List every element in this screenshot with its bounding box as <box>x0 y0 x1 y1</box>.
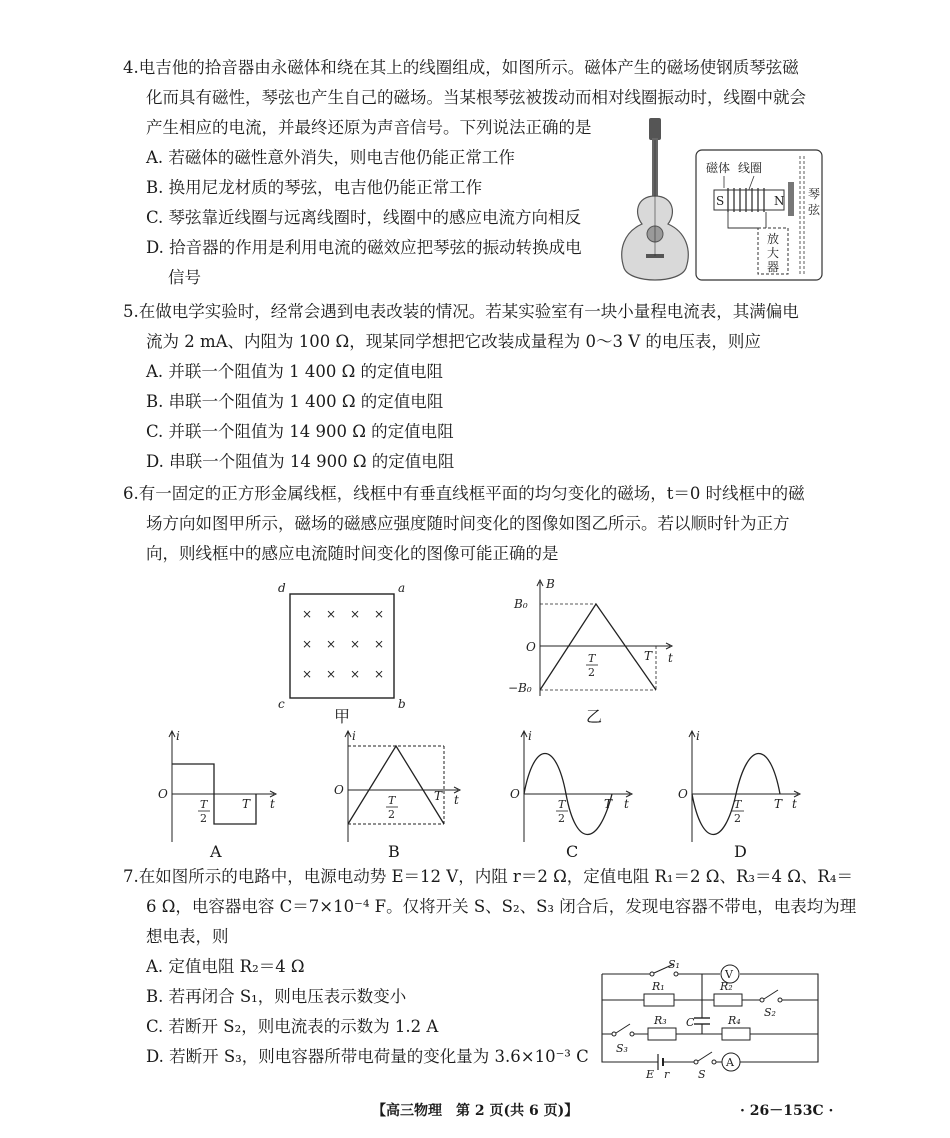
amp-char-3: 器 <box>767 260 780 274</box>
q7-stem-line-2: 6 Ω，电容器电容 C＝7×10⁻⁴ F。仅将开关 S、S₂、S₃ 闭合后，发现电容器不带电，电表均为理 <box>146 897 857 916</box>
q5-option-d: D. 串联一个阻值为 14 900 Ω 的定值电阻 <box>146 452 455 471</box>
amp-char-1: 放 <box>767 232 780 246</box>
capacitor-label: C <box>686 1016 695 1029</box>
q6-stem-line-1: 6.有一固定的正方形金属线框，线框中有垂直线框平面的均匀变化的磁场，t＝0 时线框中的磁 <box>123 484 805 503</box>
q7-stem-line-1: 7.在如图所示的电路中，电源电动势 E＝12 V，内阻 r＝2 Ω，定值电阻 R₁＝2 Ω、R₃＝4 Ω、R₄＝ <box>123 867 853 886</box>
s1-label: S₁ <box>668 958 680 971</box>
guitar-illustration <box>622 118 689 280</box>
graph-a-half-num: T <box>200 798 208 811</box>
field-crosses <box>302 607 384 681</box>
q4-stem-line-2: 化而具有磁性，琴弦也产生自己的磁场。当某根琴弦被拨动而相对线圈振动时，线圈中就会 <box>146 88 806 107</box>
graph-c-label: C <box>566 842 579 861</box>
s2-label: S₂ <box>764 1006 776 1019</box>
r4-resistor <box>722 1028 750 1040</box>
q4-option-a: A. 若磁体的磁性意外消失，则电吉他仍能正常工作 <box>146 148 515 167</box>
yi-t: t <box>668 651 673 665</box>
graph-d-t: t <box>792 797 797 811</box>
q4-stem-line-1: 4.电吉他的拾音器由永磁体和绕在其上的线圈组成，如图所示。磁体产生的磁场使钢质琴弦磁 <box>123 58 799 77</box>
field-cross-mark: × <box>326 637 337 651</box>
graph-b-half-num: T <box>388 794 396 807</box>
graph-b-half-den: 2 <box>388 808 395 821</box>
graph-a-label: A <box>210 842 222 861</box>
graph-d-half-num: T <box>734 798 742 811</box>
graph-b-t: t <box>454 793 459 807</box>
q4-option-c: C. 琴弦靠近线圈与远离线圈时，线圈中的感应电流方向相反 <box>146 208 582 227</box>
graph-a-half-den: 2 <box>200 812 207 825</box>
voltmeter-label: V <box>725 968 733 981</box>
corner-a: a <box>398 581 406 595</box>
s3-label: S₃ <box>616 1042 628 1055</box>
pole-n: N <box>774 194 785 208</box>
field-cross-mark: × <box>326 667 337 681</box>
graph-c-t: t <box>624 797 629 811</box>
graph-b <box>322 728 472 846</box>
q4-option-d: D. 拾音器的作用是利用电流的磁效应把琴弦的振动转换成电 <box>146 238 582 257</box>
q7-circuit-diagram <box>592 958 828 1082</box>
emf-label: E <box>646 1068 655 1081</box>
ammeter-label: A <box>726 1056 734 1069</box>
footer-code: · 26－153C · <box>740 1103 834 1119</box>
s-label: S <box>698 1068 706 1081</box>
r2-resistor <box>714 994 742 1006</box>
q6-stem-line-2: 场方向如图甲所示，磁场的磁感应强度随时间变化的图像如图乙所示。若以顺时针为正方 <box>146 514 790 533</box>
field-cross-mark: × <box>302 637 313 651</box>
yi-half-num: T <box>588 652 596 665</box>
field-cross-mark: × <box>374 637 385 651</box>
graph-b-label: B <box>388 842 400 861</box>
q5-stem-line-1: 5.在做电学实验时，经常会遇到电表改装的情况。若某实验室有一块小量程电流表，其满偏电 <box>123 302 799 321</box>
graph-c-half-num: T <box>558 798 566 811</box>
field-cross-mark: × <box>350 607 361 621</box>
r4-label: R₄ <box>728 1014 741 1027</box>
q5-option-b: B. 串联一个阻值为 1 400 Ω 的定值电阻 <box>146 392 444 411</box>
internal-r-label: r <box>664 1068 670 1081</box>
field-cross-mark: × <box>374 667 385 681</box>
q4-guitar-figure <box>616 116 826 286</box>
r3-label: R₃ <box>654 1014 667 1027</box>
graph-d-i: i <box>696 729 700 743</box>
graph-a-origin: O <box>158 787 168 801</box>
q4-option-d-cont: 信号 <box>168 268 201 287</box>
b-t-curve <box>540 604 656 690</box>
graph-d <box>668 728 808 846</box>
field-cross-mark: × <box>374 607 385 621</box>
q7-stem-line-3: 想电表，则 <box>146 927 229 946</box>
graph-a <box>150 728 290 846</box>
field-cross-mark: × <box>326 607 337 621</box>
coil-label: 线圈 <box>738 161 763 175</box>
field-cross-mark: × <box>350 637 361 651</box>
yi-neg-b0: −B₀ <box>508 681 532 695</box>
graph-a-t: t <box>270 797 275 811</box>
footer-page-info: 【高三物理 第 2 页(共 6 页)】 <box>372 1103 579 1119</box>
yi-b0: B₀ <box>514 597 528 611</box>
graph-d-half-den: 2 <box>734 812 741 825</box>
q6-figure-jia <box>270 580 420 720</box>
corner-d: d <box>278 581 286 595</box>
q4-stem-line-3: 产生相应的电流，并最终还原为声音信号。下列说法正确的是 <box>146 118 592 137</box>
graph-a-i: i <box>176 729 180 743</box>
q7-option-d: D. 若断开 S₃，则电容器所带电荷量的变化量为 3.6×10⁻³ C <box>146 1047 589 1066</box>
graph-c-half-den: 2 <box>558 812 565 825</box>
caption-yi: 乙 <box>586 707 603 726</box>
graph-c <box>500 728 640 846</box>
graph-d-label: D <box>734 842 747 861</box>
graph-d-T: T <box>774 797 783 811</box>
string-bar <box>788 182 794 216</box>
q7-option-a: A. 定值电阻 R₂＝4 Ω <box>146 957 305 976</box>
amp-char-2: 大 <box>767 246 780 260</box>
r2-label: R₂ <box>720 980 733 993</box>
q7-option-b: B. 若再闭合 S₁，则电压表示数变小 <box>146 987 407 1006</box>
r1-resistor <box>644 994 674 1006</box>
q5-stem-line-2: 流为 2 mA、内阻为 100 Ω，现某同学想把它改装成量程为 0～3 V 的电压表，则应 <box>146 332 761 351</box>
q5-option-a: A. 并联一个阻值为 1 400 Ω 的定值电阻 <box>146 362 444 381</box>
q4-option-b: B. 换用尼龙材质的琴弦，电吉他仍能正常工作 <box>146 178 483 197</box>
graph-b-origin: O <box>334 783 344 797</box>
graph-d-origin: O <box>678 787 688 801</box>
yi-axis-b: B <box>546 577 555 591</box>
yi-half-den: 2 <box>588 666 595 679</box>
string-label-1: 琴 <box>808 187 821 201</box>
graph-b-i: i <box>352 729 356 743</box>
corner-b: b <box>398 697 406 711</box>
graph-c-i: i <box>528 729 532 743</box>
magnet-label: 磁体 <box>706 161 731 175</box>
q6-stem-line-3: 向，则线框中的感应电流随时间变化的图像可能正确的是 <box>146 544 559 563</box>
field-cross-mark: × <box>302 607 313 621</box>
yi-origin: O <box>526 640 536 654</box>
q7-option-c: C. 若断开 S₂，则电流表的示数为 1.2 A <box>146 1017 439 1036</box>
corner-c: c <box>278 697 285 711</box>
r1-label: R₁ <box>652 980 665 993</box>
r3-resistor <box>648 1028 676 1040</box>
pole-s: S <box>716 194 725 208</box>
graph-b-T: T <box>434 789 443 803</box>
field-cross-mark: × <box>350 667 361 681</box>
field-cross-mark: × <box>302 667 313 681</box>
graph-c-T: T <box>604 797 613 811</box>
graph-a-T: T <box>242 797 251 811</box>
caption-jia: 甲 <box>334 707 351 726</box>
q5-option-c: C. 并联一个阻值为 14 900 Ω 的定值电阻 <box>146 422 454 441</box>
string-label-2: 弦 <box>808 203 821 217</box>
yi-T: T <box>644 649 653 663</box>
q6-figure-yi <box>508 576 688 706</box>
graph-c-origin: O <box>510 787 520 801</box>
